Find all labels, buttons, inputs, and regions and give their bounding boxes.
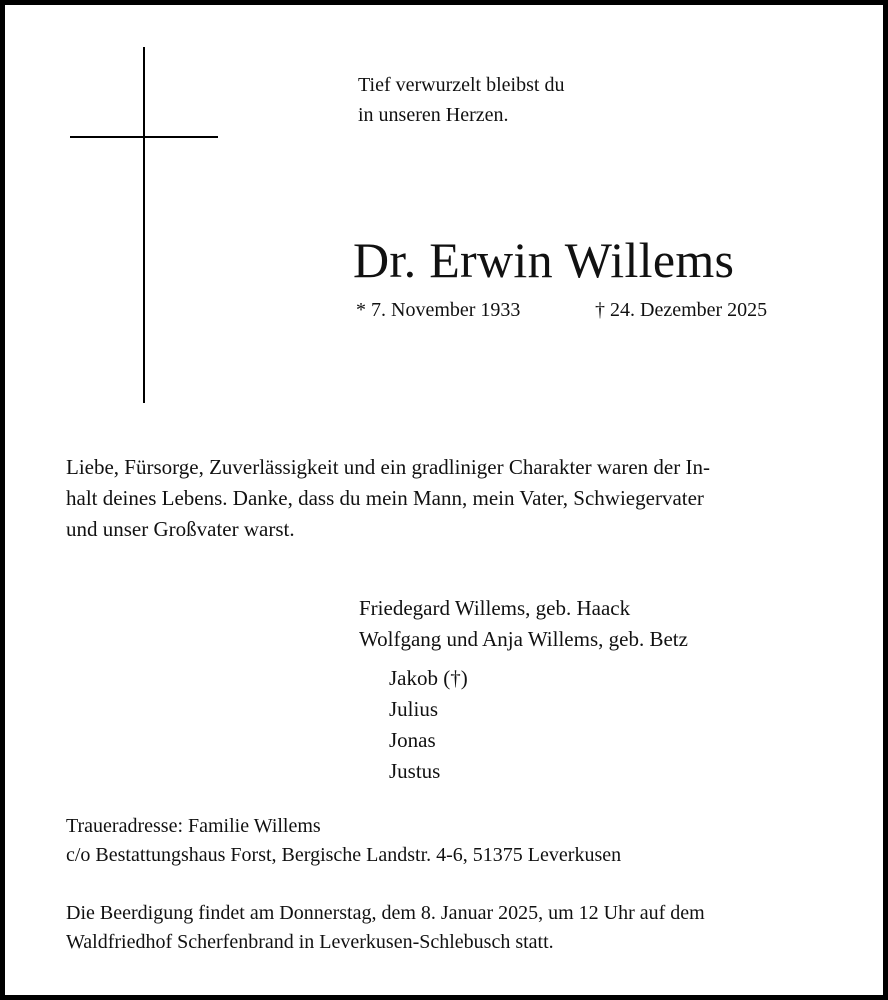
funeral-info xyxy=(66,899,705,957)
tribute-text xyxy=(66,452,836,545)
mourners-list xyxy=(359,593,688,655)
mourning-address xyxy=(66,812,621,870)
motto xyxy=(358,70,564,130)
death-date: † 24. Dezember 2025 xyxy=(595,299,768,321)
tribute-line-1: Liebe, Fürsorge, Zuverlässigkeit und ein gradliniger Charakter waren der In- xyxy=(66,455,710,479)
deceased-name: Dr. Erwin Willems xyxy=(353,232,735,288)
cross-icon-horizontal-bar xyxy=(70,136,218,138)
motto-line-1: Tief verwurzelt bleibst du xyxy=(358,74,565,96)
funeral-line-2: Waldfriedhof Scherfenbrand in Leverkusen-Schlebusch statt. xyxy=(66,931,554,953)
address-line-1: Traueradresse: Familie Willems xyxy=(66,815,321,837)
funeral-line-1: Die Beerdigung findet am Donnerstag, dem 8. Januar 2025, um 12 Uhr auf dem xyxy=(66,902,705,924)
birth-date: * 7. November 1933 xyxy=(356,299,521,321)
grandchild-name: Jonas xyxy=(389,728,436,752)
grandchild-name: Julius xyxy=(389,697,439,721)
tribute-line-2: halt deines Lebens. Danke, dass du mein Mann, mein Vater, Schwiegervater xyxy=(66,486,704,510)
mourner-wife: Friedegard Willems, geb. Haack xyxy=(359,596,631,620)
grandchild-name: Jakob (†) xyxy=(389,666,468,690)
address-line-2: c/o Bestattungshaus Forst, Bergische Landstr. 4-6, 51375 Leverkusen xyxy=(66,844,622,866)
grandchild-name: Justus xyxy=(389,759,441,783)
cross-icon-vertical-bar xyxy=(143,47,145,403)
grandchildren-list xyxy=(389,663,468,787)
tribute-line-3: und unser Großvater warst. xyxy=(66,517,295,541)
mourner-son-family: Wolfgang und Anja Willems, geb. Betz xyxy=(359,627,688,651)
motto-line-2: in unseren Herzen. xyxy=(358,104,509,126)
